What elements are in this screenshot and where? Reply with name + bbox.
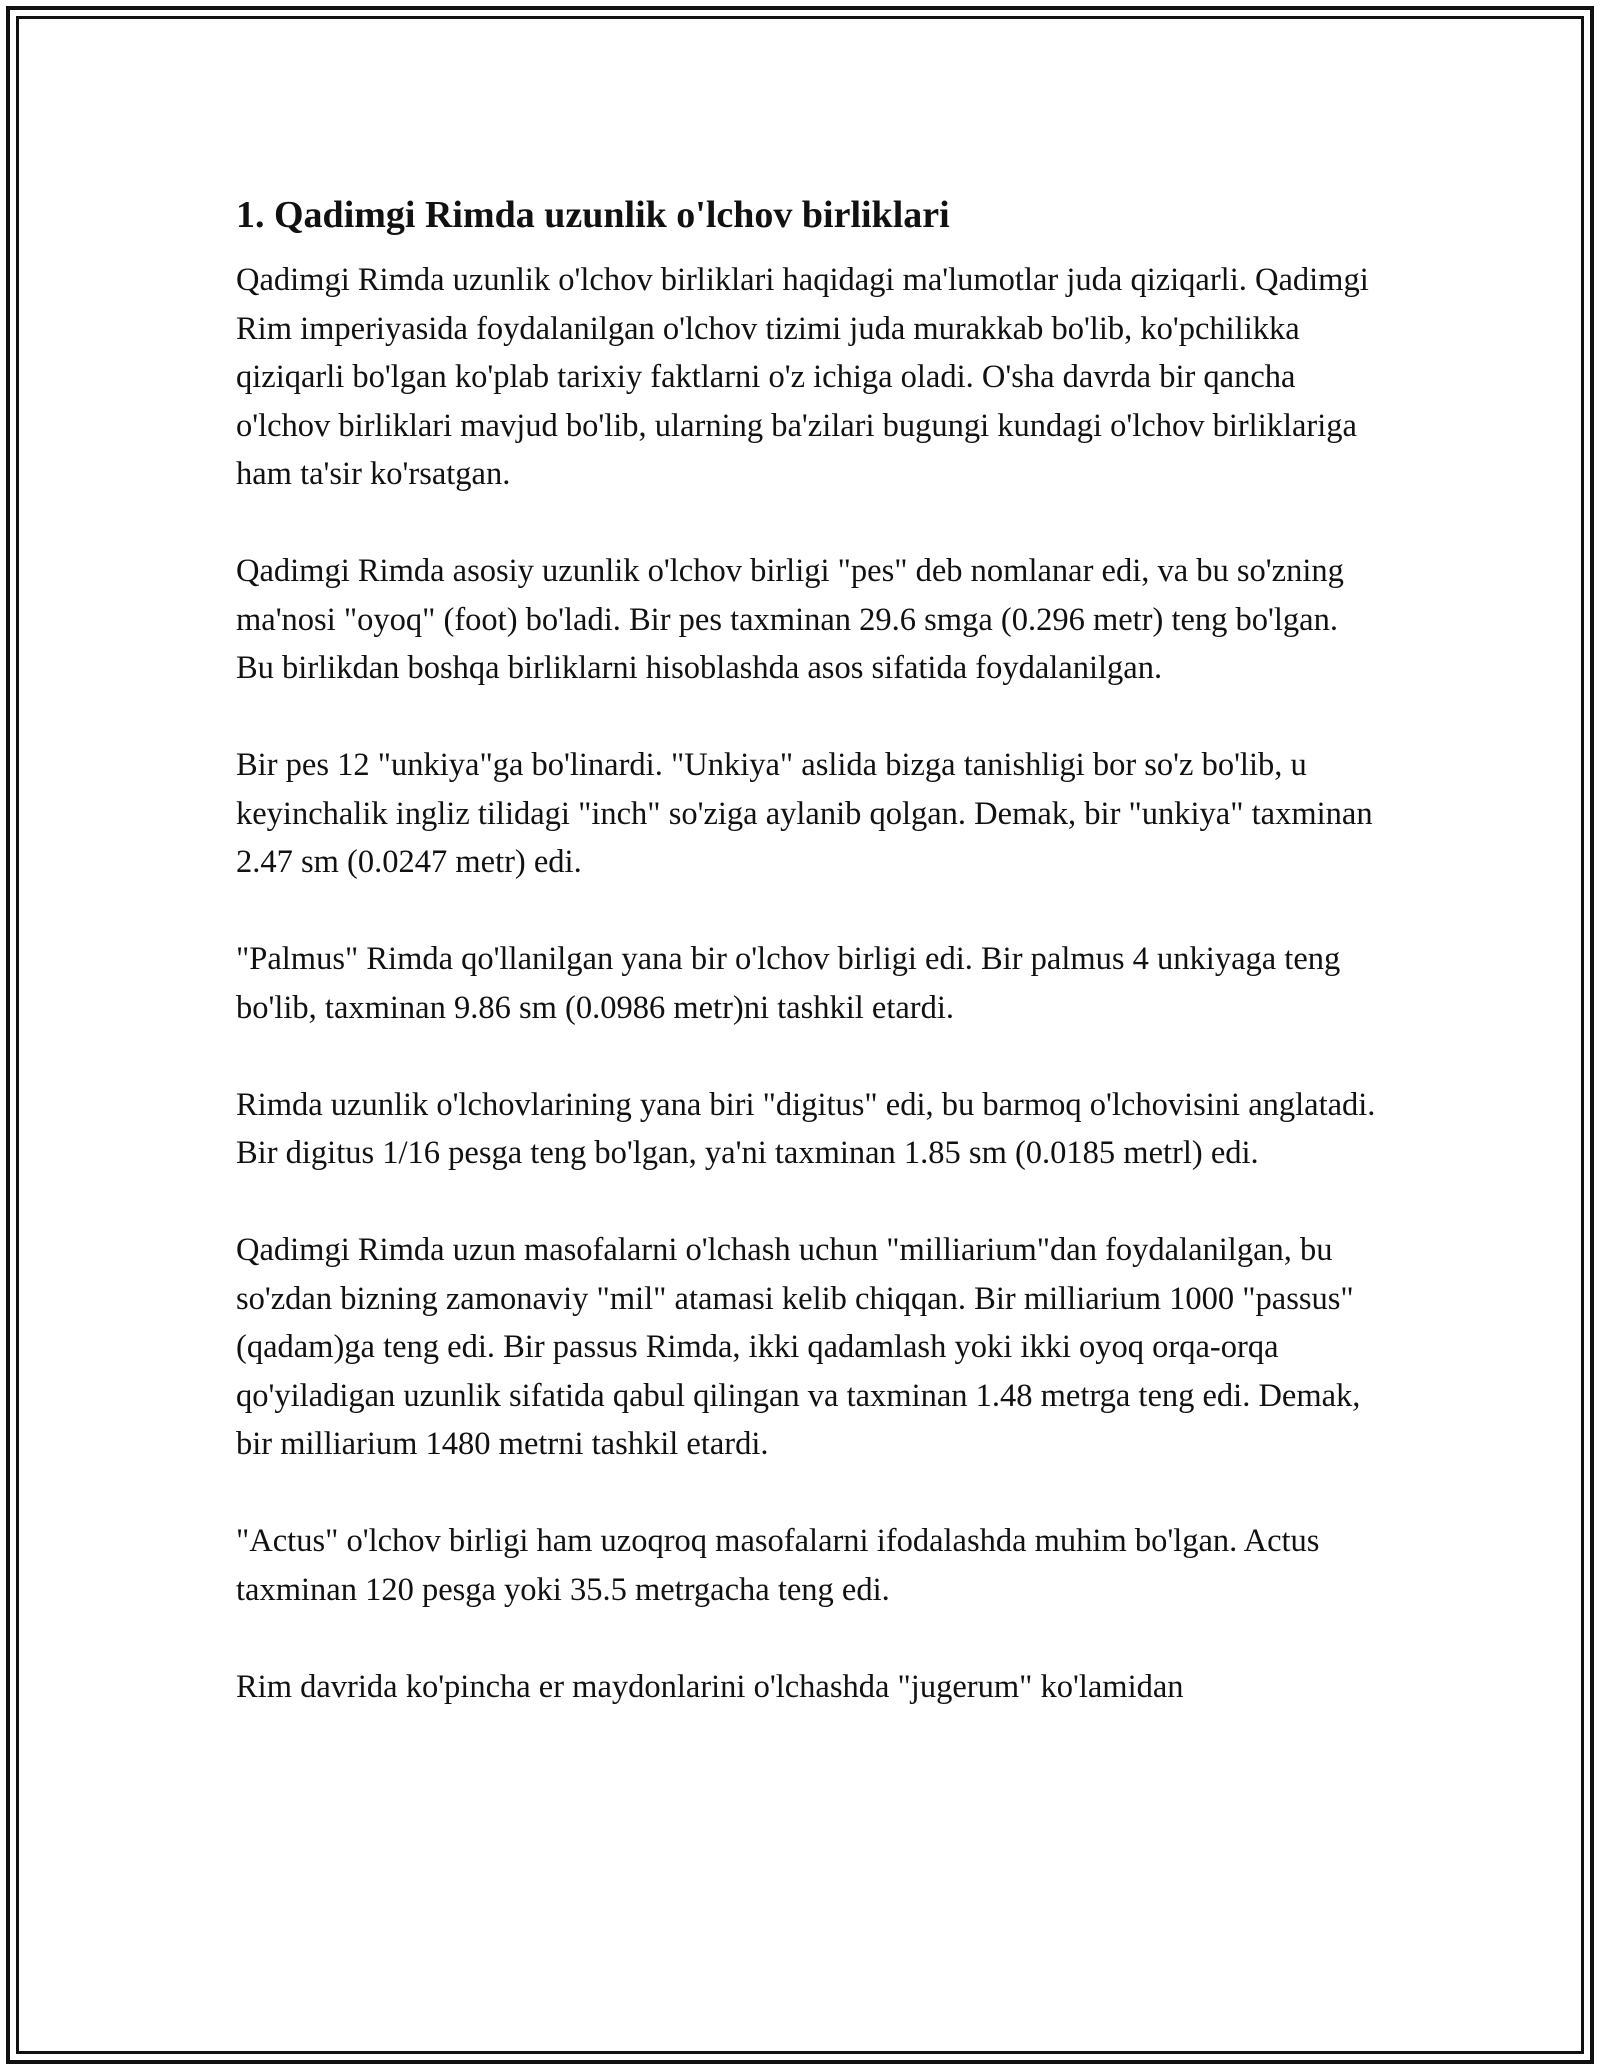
paragraph-unkiya: Bir pes 12 "unkiya"ga bo'linardi. "Unkiya" aslida bizga tanishligi bor so'z bo'lib, u keyinchalik ingliz tilidagi "inch" so'ziga aylanib qolgan. Demak, bir "unkiya" taxminan 2.47 sm (0.0247 metr) edi. (236, 747, 1373, 880)
paragraph-milliarium: Qadimgi Rimda uzun masofalarni o'lchash uchun "milliarium"dan foydalanilgan, bu so'zdan bizning zamonaviy "mil" atamasi kelib chiqqan. Bir milliarium 1000 "passus" (qadam)ga teng edi. Bir passus Rimda, ikki qadamlash yoki ikki oyoq orqa-orqa qo'yiladigan uzunlik sifatida qabul qilingan va taxminan 1.48 metrga teng edi. Demak, bir milliarium 1480 metrni tashkil etardi. (236, 1232, 1361, 1462)
paragraph-actus: "Actus" o'lchov birligi ham uzoqroq masofalarni ifodalashda muhim bo'lgan. Actus taxminan 120 pesga yoki 35.5 metrgacha teng edi. (236, 1523, 1320, 1608)
paragraph-intro: Qadimgi Rimda uzunlik o'lchov birliklari haqidagi ma'lumotlar juda qiziqarli. Qadimgi Rim imperiyasida foydalanilgan o'lchov tizimi juda murakkab bo'lib, ko'pchilikka qiziqarli bo'lgan ko'plab tarixiy faktlarni o'z ichiga oladi. O'sha davrda bir qancha o'lchov birliklari mavjud bo'lib, ularning ba'zilari bugungi kundagi o'lchov birliklariga ham ta'sir ko'rsatgan. (236, 262, 1369, 492)
paragraph-jugerum: Rim davrida ko'pincha er maydonlarini o'lchashda "jugerum" ko'lamidan (236, 1668, 1184, 1705)
document-body (236, 186, 1376, 1760)
paragraph-pes: Qadimgi Rimda asosiy uzunlik o'lchov birligi "pes" deb nomlanar edi, va bu so'zning ma'nosi "oyoq" (foot) bo'ladi. Bir pes taxminan 29.6 smga (0.296 metr) teng bo'lgan. Bu birlikdan boshqa birliklarni hisoblashda asos sifatida foydalanilgan. (236, 553, 1344, 686)
paragraph-palmus: "Palmus" Rimda qo'llanilgan yana bir o'lchov birligi edi. Bir palmus 4 unkiyaga teng bo'lib, taxminan 9.86 sm (0.0986 metr)ni tashkil etardi. (236, 941, 1341, 1026)
paragraph-digitus: Rimda uzunlik o'lchovlarining yana biri "digitus" edi, bu barmoq o'lchovisini anglatadi. Bir digitus 1/16 pesga teng bo'lgan, ya'ni taxminan 1.85 sm (0.0185 metrl) edi. (236, 1086, 1376, 1171)
section-heading: 1. Qadimgi Rimda uzunlik o'lchov birliklari (236, 194, 950, 236)
